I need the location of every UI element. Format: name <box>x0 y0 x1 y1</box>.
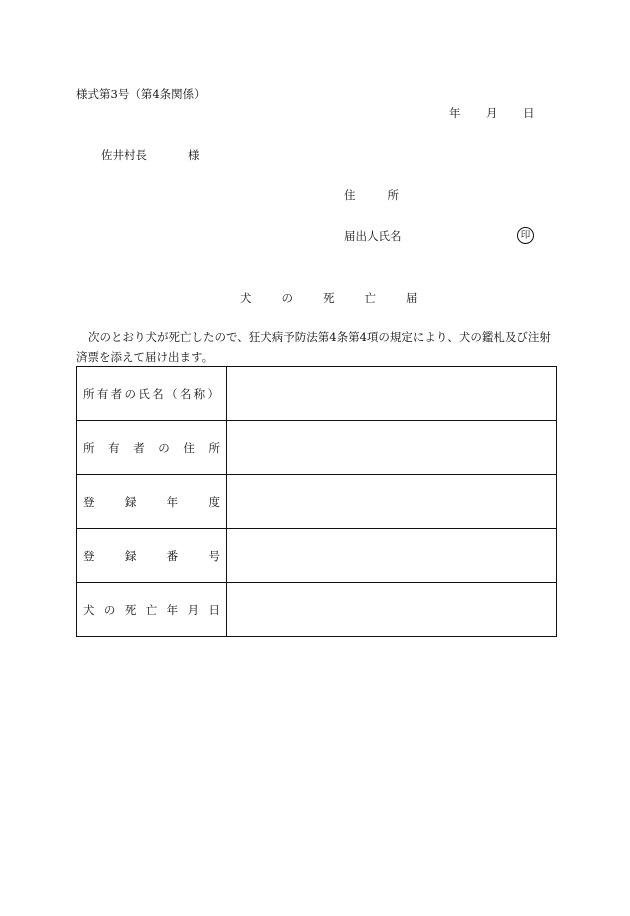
date-line <box>449 105 535 121</box>
address-label: 住所 <box>344 188 431 202</box>
death-date-label: 犬の死亡年月日 <box>77 583 227 637</box>
table-row <box>77 529 557 583</box>
owner-address-field[interactable] <box>227 421 557 475</box>
owner-name-label: 所有者の氏名（名称） <box>77 367 227 421</box>
addressee <box>101 147 200 163</box>
date-month-label: 月 <box>486 106 498 120</box>
owner-name-field[interactable] <box>227 367 557 421</box>
form-number: 様式第3号（第4条関係） <box>76 87 206 101</box>
date-year-label: 年 <box>449 106 461 120</box>
table-row <box>77 583 557 637</box>
death-date-field[interactable] <box>227 583 557 637</box>
registration-number-field[interactable] <box>227 529 557 583</box>
body-text: 次のとおり犬が死亡したので、狂犬病予防法第4条第4項の規定により、犬の鑑札及び注射済票を添えて届け出ます。 <box>76 330 551 364</box>
owner-address-label: 所有者の住所 <box>77 421 227 475</box>
info-table <box>76 366 557 637</box>
registration-number-label: 登録番号 <box>77 529 227 583</box>
table-row <box>77 475 557 529</box>
table-row <box>77 421 557 475</box>
applicant-name-label: 届出人氏名 <box>344 229 402 243</box>
addressee-name: 佐井村長 <box>101 148 147 162</box>
table-row <box>77 367 557 421</box>
addressee-honorific: 様 <box>188 148 200 162</box>
document-title: 犬の死亡届 <box>240 291 448 305</box>
registration-year-field[interactable] <box>227 475 557 529</box>
registration-year-label: 登録年度 <box>77 475 227 529</box>
date-day-label: 日 <box>523 106 535 120</box>
seal-icon: 印 <box>517 227 534 244</box>
